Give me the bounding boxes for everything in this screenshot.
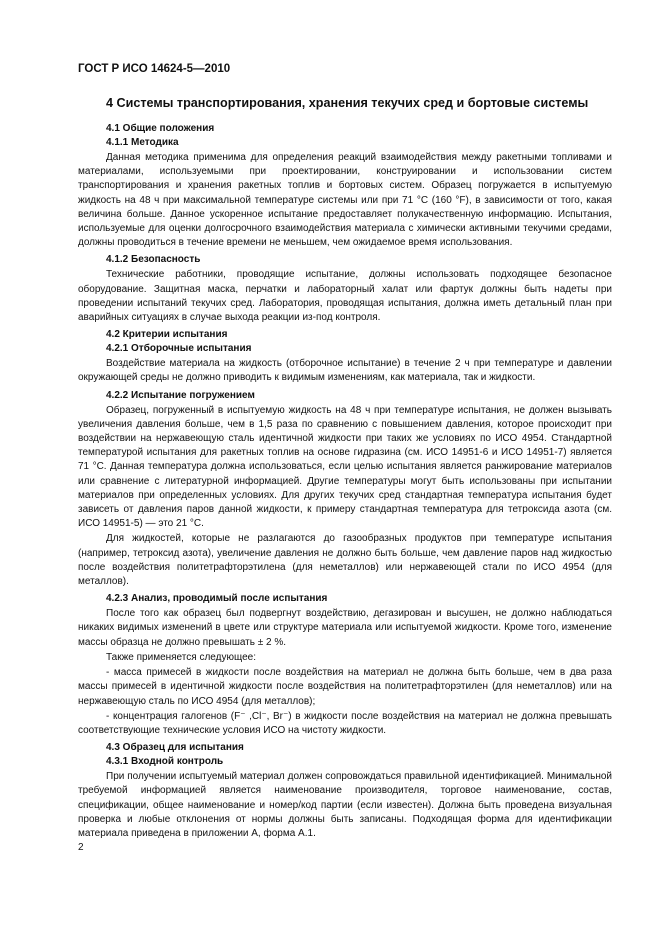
paragraph: После того как образец был подвергнут воздействию, дегазирован и высушен, не должно наблюдаться никаких видимых изменений в цвете или структуре материала или испытуемой жидкости. Кроме того, изменение массы образца не должно превышать ± 2 %. xyxy=(78,608,612,648)
heading-4-1-2: 4.1.2 Безопасность xyxy=(106,254,201,266)
document-body xyxy=(78,96,612,845)
paragraph: При получении испытуемый материал должен сопровождаться правильной идентификацией. Минимальной требуемой информацией является наименование производителя, торговое наименование, состав, спецификации, общее наименование и номер/код партии (если известен). Должна быть проведена визуальная проверка и любые отклонения от нормы должны быть записаны. Подходящая форма для идентификации материала приведена в приложении А, форма А.1. xyxy=(78,771,612,839)
heading-4-2-3: 4.2.3 Анализ, проводимый после испытания xyxy=(106,593,328,605)
heading-4-1-1: 4.1.1 Методика xyxy=(106,137,179,148)
heading-4-3-1: 4.3.1 Входной контроль xyxy=(106,756,224,768)
page-number: 2 xyxy=(78,842,84,853)
heading-4-2-2: 4.2.2 Испытание погружением xyxy=(106,389,255,401)
section-title: 4 Системы транспортирования, хранения текучих сред и бортовые системы xyxy=(106,96,589,110)
paragraph: Образец, погруженный в испытуемую жидкость на 48 ч при температуре испытания, не должен вызывать увеличения давления больше, чем в 1,5 раза по сравнению с повышением давления, которое происходит при воздействии на нержавеющую сталь идентичной жидкости при таких же условиях по ИСО 4954. Стандартной температурой испытания для ракетных топлив на основе гидразина (см. ИСО 14951-6 и ИСО 14951-7) является 71 °С. Данная температура должна использоваться, если целью испытания является ранжирование материалов или сравнение с литературной информацией. Другие температуры могут быть использованы при испытании материалов при определенных условиях. Для других текучих сред стандартная температура испытания будет зависеть от давления паров данной жидкости, к примеру стандартная температура для тетроксида азота (см. ИСО 14951-5) — это 21 °С. xyxy=(78,404,612,530)
heading-4-3: 4.3 Образец для испытания xyxy=(106,742,244,754)
document-header: ГОСТ Р ИСО 14624-5—2010 xyxy=(78,63,231,75)
paragraph: Для жидкостей, которые не разлагаются до газообразных продуктов при температуре испытания (например, тетроксид азота), увеличение давления не должно быть больше, чем давление паров над жидкостью после воздействия политетрафторэтилена (для неметаллов) или нержавеющей стали по ИСО 4954 (для металлов). xyxy=(78,533,612,588)
heading-4-1: 4.1 Общие положения xyxy=(106,123,215,134)
paragraph: Данная методика применима для определения реакций взаимодействия между ракетными топливами и материалами, используемыми при проектировании, конструировании и использовании систем транспортирования и хранения ракетных топлив и бортовых систем. Образец погружается в испытуемую жидкость на 48 ч при максимальной температуре системы или при 71 °С (160 °F), в зависимости от того, какая величина больше. Данное ускоренное испытание предоставляет полукачественную информацию. Испытания, используемые для оценки долгосрочного взаимодействия материала с химически активными текучими средами, должны проводиться в течение времени не меньшем, чем ожидаемое время использования. xyxy=(78,152,612,249)
list-item: - концентрация галогенов (F⁻ ,Cl⁻, Br⁻) в жидкости после воздействия на материал не должна превышать соответствующие технические условия ИСО на чистоту жидкости. xyxy=(78,710,612,736)
heading-4-2-1: 4.2.1 Отборочные испытания xyxy=(106,343,252,355)
paragraph: Воздействие материала на жидкость (отборочное испытание) в течение 2 ч при температуре и давлении окружающей среды не должно приводить к видимым изменениям, как материала, так и жидкости. xyxy=(78,358,612,384)
list-item: - масса примесей в жидкости после воздействия на материал не должна быть больше, чем в два раза массы примесей в идентичной жидкости после воздействия на политетрафторэтилен (для неметаллов) или на нержавеющую сталь по ИСО 4954 (для металлов); xyxy=(78,667,612,707)
paragraph: Также применяется следующее: xyxy=(106,651,256,663)
paragraph: Технические работники, проводящие испытание, должны использовать подходящее безопасное оборудование. Защитная маска, перчатки и лабораторный халат или фартук должны быть надеты при проведении испытаний текучих сред. Лаборатория, проводящая испытания, должна иметь детальный план при аварийных ситуациях в случае выхода реакции из-под контроля. xyxy=(78,269,612,324)
heading-4-2: 4.2 Критерии испытания xyxy=(106,329,228,341)
